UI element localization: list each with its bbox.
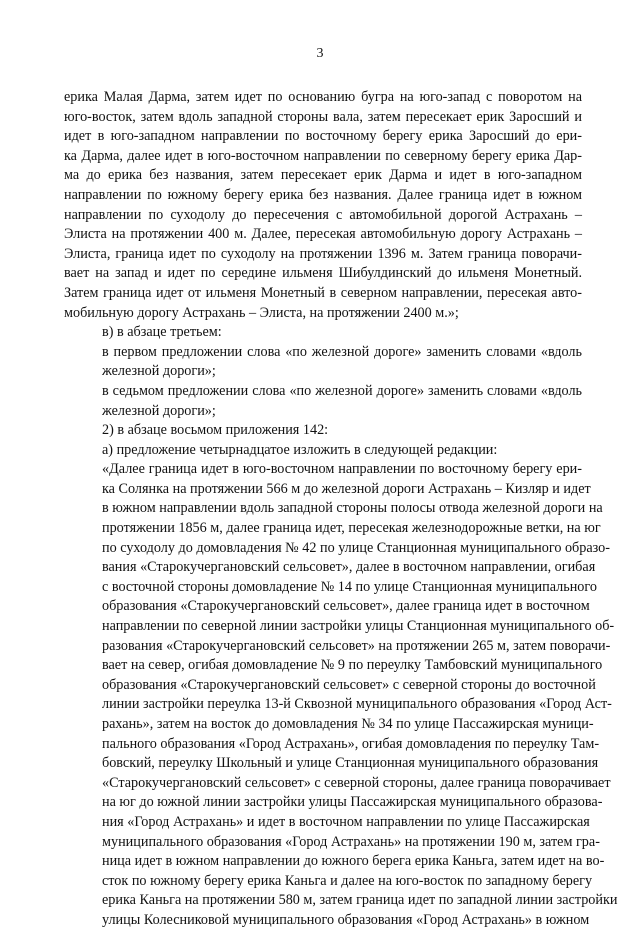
text-line: Затем граница идет от ильменя Монетный в северном направлении, пересекая авто- [64,284,582,301]
paragraph-p4 [64,382,582,421]
paragraph-p3 [64,343,582,382]
text-line: в седьмом предложении слова «по железной дороге» заменить словами «вдоль [102,382,582,399]
text-line: вает на север, огибая домовладение № 9 по переулку Тамбовский муниципального [102,657,603,674]
text-line: ния «Город Астрахань» и идет в восточном направлении по улице Пассажирская [102,813,590,830]
text-line: «Старокучергановский сельсовет» с северной стороны, далее граница поворачивает [102,774,611,791]
paragraph-p1 [64,88,582,323]
text-line: мобильную дорогу Астрахань – Элиста, на протяжении 2400 м.»; [64,304,459,321]
text-line: образования «Старокучергановский сельсовет», далее граница идет в восточном [102,598,590,615]
text-line: ка Солянка на протяжении 566 м до железной дороги Астрахань – Кизляр и идет [102,480,591,497]
text-line: протяжении 1856 м, далее граница идет, пересекая железнодорожные ветки, на юг [102,520,601,537]
text-line: разования «Старокучергановский сельсовет» на протяжении 265 м, затем поворачи- [102,637,611,654]
text-line: а) предложение четырнадцатое изложить в следующей редакции: [102,441,498,458]
text-line: муниципального образования «Город Астрахань» на протяжении 190 м, затем гра- [102,833,600,850]
text-line: сток по южному берегу ерика Каньга и далее на юго-восток по западному берегу [102,872,593,889]
text-line: Элиста, граница идет по суходолу на протяжении 1396 м. Затем граница поворачи- [64,245,582,262]
text-line: железной дороги»; [102,363,216,380]
paragraph-p5 [64,421,582,441]
paragraph-p2 [64,323,582,343]
text-line: образования «Старокучергановский сельсовет» с северной стороны до восточной [102,676,596,693]
text-line: идет в юго-западном направлении по восточному берегу ерика Заросший до ери- [64,128,582,145]
text-line: в южном направлении вдоль западной стороны полосы отвода железной дороги на [102,500,603,517]
text-line: ма до ерика без названия, затем пересекает ерик Дарма и идет в юго-западном [64,167,582,184]
text-line: ка Дарма, далее идет в юго-восточном направлении по северному берегу ерика Дар- [64,147,582,164]
text-line: Элиста на протяжении 400 м. Далее, пересекая автомобильную дорогу Астрахань – [64,226,582,243]
text-line: вания «Старокучергановский сельсовет», далее в восточном направлении, огибая [102,559,596,576]
text-line: ерика Каньга на протяжении 580 м, затем граница идет по западной линии застройки [102,892,618,909]
text-line: вает на запад и идет по середине ильменя Шибулдинский до ильменя Монетный. [64,265,582,282]
text-line: улицы Колесниковой муниципального образования «Город Астрахань» в южном [102,911,590,928]
text-line: ница идет в южном направлении до южного берега ерика Каньга, затем идет на во- [102,853,605,870]
text-line: направлении по суходолу до пересечения с автомобильной дорогой Астрахань – [64,206,582,223]
text-line: направлении по южному берегу ерика без названия. Далее граница идет в южном [64,186,582,203]
text-line: пального образования «Город Астрахань», огибая домовладения по переулку Там- [102,735,600,752]
text-line: в первом предложении слова «по железной дороге» заменить словами «вдоль [102,343,582,360]
text-line: линии застройки переулка 13-й Сквозной муниципального образования «Город Аст- [102,696,612,713]
text-line: в) в абзаце третьем: [102,324,222,341]
text-line: на юг до южной линии застройки улицы Пассажирская муниципального образова- [102,794,603,811]
text-line: рахань», затем на восток до домовладения № 34 по улице Пассажирская муници- [102,716,594,732]
text-line: ерика Малая Дарма, затем идет по основанию бугра на юго-запад с поворотом на [64,89,582,105]
text-line: «Далее граница идет в юго-восточном направлении по восточному берегу ери- [102,461,582,478]
document-body [64,88,618,931]
text-line: по суходолу до домовладения № 42 по улице Станционная муниципального образо- [102,539,610,556]
paragraph-p6 [64,441,582,461]
text-line: бовский, переулку Школьный и улице Станционная муниципального образования [102,755,599,772]
text-line: с восточной стороны домовладение № 14 по улице Станционная муниципального [102,578,597,595]
page-number: 3 [316,46,324,61]
text-line: 2) в абзаце восьмом приложения 142: [102,422,329,439]
text-line: направлении по северной линии застройки улицы Станционная муниципального об- [102,618,615,635]
paragraph-p7 [64,460,618,930]
text-line: юго-восток, затем вдоль западной стороны вала, затем пересекает ерик Заросший и [64,108,582,125]
text-line: железной дороги»; [102,402,216,419]
